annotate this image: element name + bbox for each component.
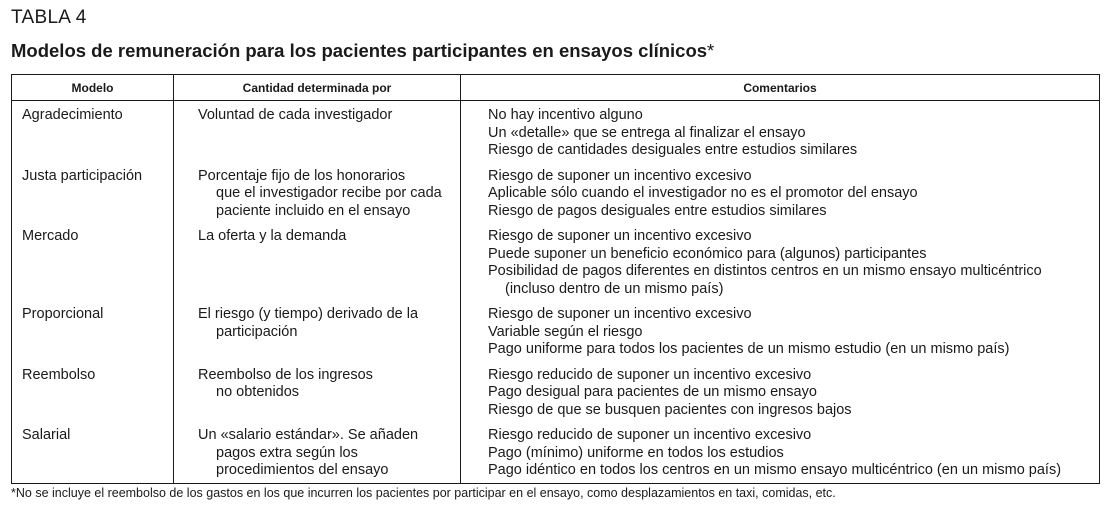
- comment-line: Pago desigual para pacientes de un mismo ensayo: [488, 384, 817, 400]
- comment-line: Pago uniforme para todos los pacientes de un mismo estudio (en un mismo país): [488, 341, 1010, 357]
- header-amount: Cantidad determinada por: [174, 75, 461, 101]
- comment-line: Puede suponer un beneficio económico para (algunos) participantes: [488, 245, 927, 262]
- model-name: Salarial: [22, 427, 71, 443]
- table-row: [12, 298, 1100, 359]
- remuneration-table: [11, 74, 1100, 484]
- table-label: TABLA 4: [11, 7, 87, 28]
- model-cell: [12, 359, 174, 420]
- comment-line: No hay incentivo alguno: [488, 107, 643, 123]
- comment-line: Riesgo de cantidades desiguales entre estudios similares: [488, 142, 858, 158]
- header-model: Modelo: [12, 75, 174, 101]
- comment-line: Riesgo de pagos desiguales entre estudios similares: [488, 202, 827, 219]
- model-name: Mercado: [22, 228, 79, 244]
- amount-line: participación: [216, 323, 298, 340]
- amount-line: El riesgo (y tiempo) derivado de la: [198, 306, 419, 322]
- comment-line: Riesgo de suponer un incentivo excesivo: [488, 167, 752, 184]
- table-header-row: [12, 75, 1100, 101]
- amount-cell: [174, 359, 461, 420]
- comment-line: Riesgo reducido de suponer un incentivo excesivo: [488, 427, 812, 443]
- amount-cell: [174, 419, 461, 483]
- model-name: Proporcional: [22, 306, 104, 322]
- comment-line: Riesgo reducido de suponer un incentivo excesivo: [488, 366, 812, 383]
- model-cell: [12, 419, 174, 483]
- amount-line: que el investigador recibe por cada: [216, 185, 442, 201]
- table-title-text: Modelos de remuneración para los pacientes participantes en ensayos clínicos: [11, 40, 708, 61]
- comment-line: Pago (mínimo) uniforme en todos los estudios: [488, 444, 784, 461]
- amount-line: procedimientos del ensayo: [216, 462, 389, 478]
- table-row: [12, 101, 1100, 160]
- amount-cell: [174, 101, 461, 160]
- table-row: [12, 359, 1100, 420]
- comment-line: Variable según el riesgo: [488, 323, 643, 340]
- amount-line: no obtenidos: [216, 384, 300, 400]
- amount-cell: [174, 220, 461, 298]
- model-name: Agradecimiento: [22, 107, 123, 123]
- model-cell: [12, 160, 174, 221]
- comment-line: Pago idéntico en todos los centros en un mismo ensayo multicéntrico (en un mismo país): [488, 462, 1062, 478]
- amount-line: pagos extra según los: [216, 444, 358, 461]
- comments-cell: [461, 298, 1100, 359]
- amount-line: Voluntad de cada investigador: [198, 107, 393, 123]
- table-row: [12, 419, 1100, 483]
- comment-line: Riesgo de suponer un incentivo excesivo: [488, 228, 752, 244]
- model-name: Justa participación: [22, 167, 143, 184]
- table-title: [11, 40, 714, 62]
- amount-cell: [174, 160, 461, 221]
- table-row: [12, 160, 1100, 221]
- model-cell: [12, 298, 174, 359]
- table-row: [12, 220, 1100, 298]
- amount-cell: [174, 298, 461, 359]
- footnote-marker: *: [707, 40, 715, 61]
- comment-line: (incluso dentro de un mismo país): [505, 280, 724, 297]
- amount-line: Un «salario estándar». Se añaden: [198, 427, 419, 443]
- comments-cell: [461, 160, 1100, 221]
- table-footnote: *No se incluye el reembolso de los gastos en los que incurren los pacientes por participar en el ensayo, como desplazamientos en taxi, comidas, etc.: [11, 486, 836, 500]
- amount-line: Reembolso de los ingresos: [198, 366, 373, 383]
- comments-cell: [461, 359, 1100, 420]
- amount-line: paciente incluido en el ensayo: [216, 202, 411, 219]
- comment-line: Aplicable sólo cuando el investigador no es el promotor del ensayo: [488, 185, 918, 201]
- model-cell: [12, 220, 174, 298]
- comment-line: Posibilidad de pagos diferentes en distintos centros en un mismo ensayo multicéntrico: [488, 263, 1042, 279]
- comment-line: Riesgo de suponer un incentivo excesivo: [488, 306, 752, 322]
- model-cell: [12, 101, 174, 160]
- comment-line: Un «detalle» que se entrega al finalizar el ensayo: [488, 124, 806, 141]
- amount-line: Porcentaje fijo de los honorarios: [198, 167, 406, 184]
- model-name: Reembolso: [22, 366, 96, 383]
- comments-cell: [461, 419, 1100, 483]
- header-comments: Comentarios: [461, 75, 1100, 101]
- comments-cell: [461, 220, 1100, 298]
- comment-line: Riesgo de que se busquen pacientes con ingresos bajos: [488, 401, 852, 418]
- comments-cell: [461, 101, 1100, 160]
- amount-line: La oferta y la demanda: [198, 228, 347, 244]
